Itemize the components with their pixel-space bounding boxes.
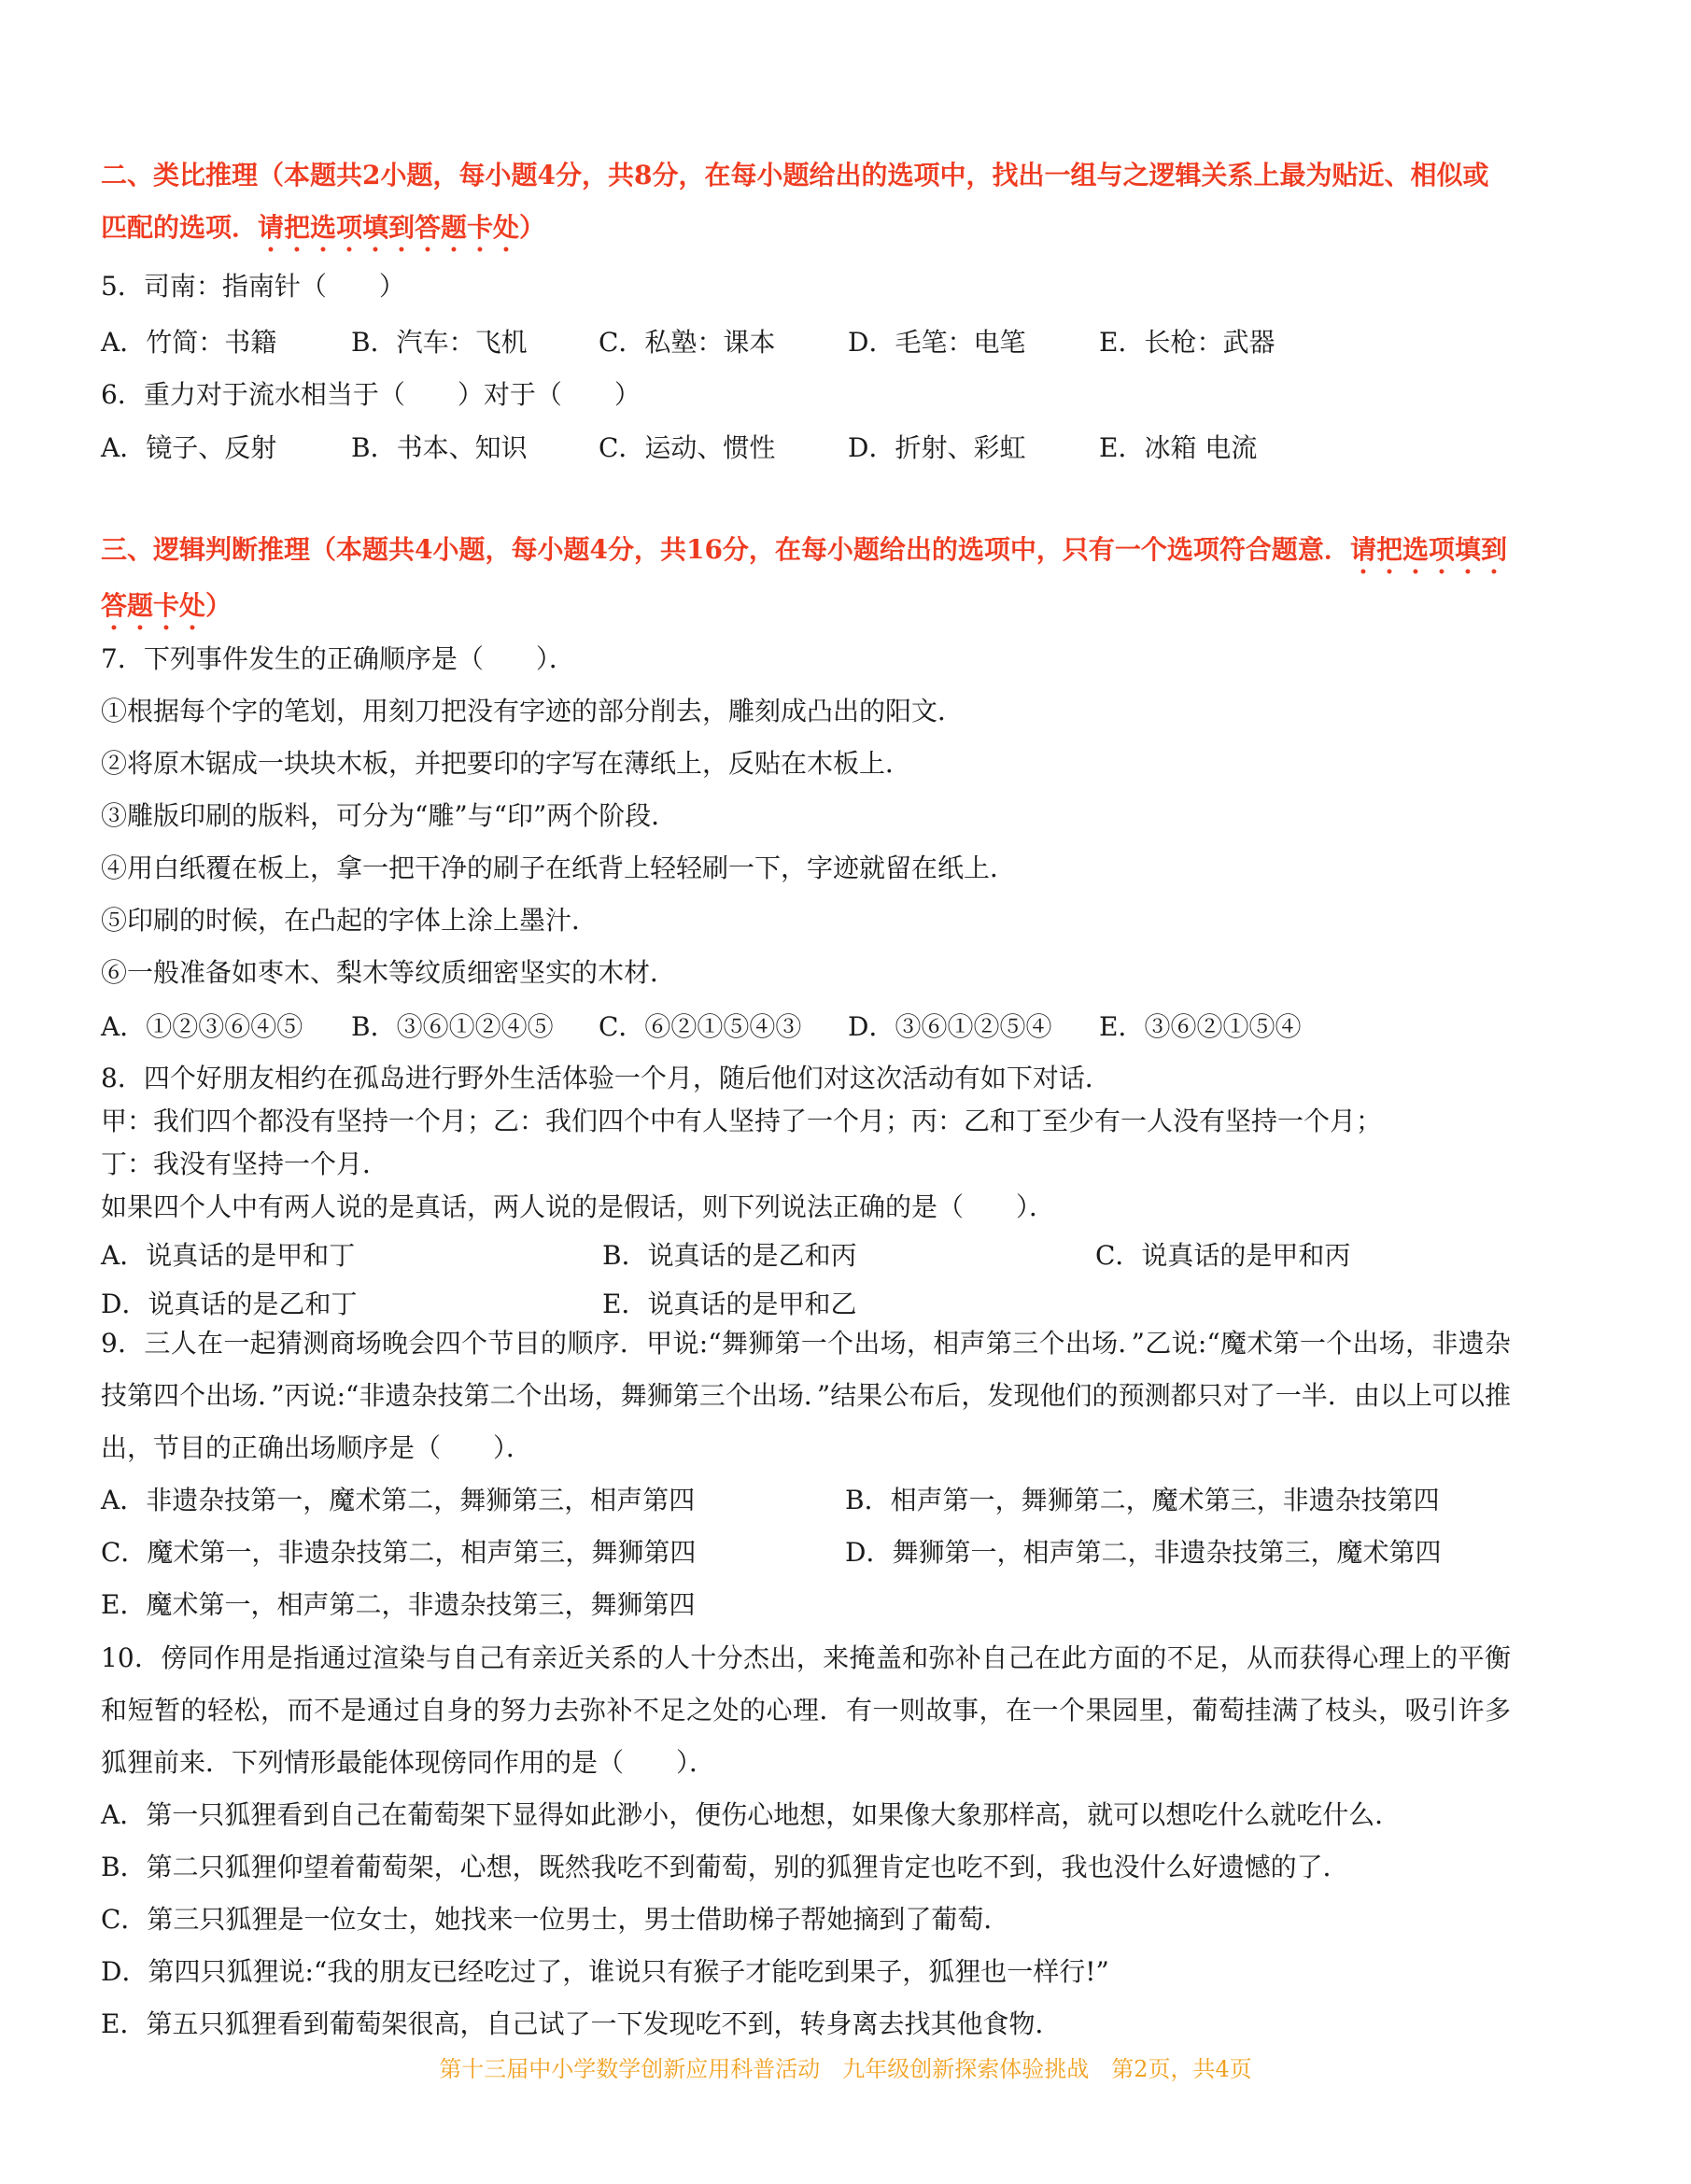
q7-item-2: ②将原木锯成一块块木板，并把要印的字写在薄纸上，反贴在木板上． xyxy=(101,748,912,779)
q10-option-e: E．第五只狐狸看到葡萄架很高，自己试了一下发现吃不到，转身离去找其他食物． xyxy=(101,2008,1062,2039)
q7-option-b: B．③⑥①②④⑤ xyxy=(351,1011,554,1042)
q8-question: 如果四个人中有两人说的是真话，两人说的是假话，则下列说法正确的是（ ）． xyxy=(101,1191,1056,1222)
q7-option-e: E．③⑥②①⑤④ xyxy=(1099,1011,1302,1042)
q7-item-1: ①根据每个字的笔划，用刻刀把没有字迹的部分削去，雕刻成凸出的阳文． xyxy=(101,696,965,726)
q8-dialog-1: 甲：我们四个都没有坚持一个月；乙：我们四个中有人坚持了一个月；丙：乙和丁至少有一人没有坚持一个月； xyxy=(101,1106,1383,1136)
q8-dialog-2: 丁：我没有坚持一个月． xyxy=(101,1148,389,1179)
q7-item-5: ⑤印刷的时候，在凸起的字体上涂上墨汁． xyxy=(101,905,599,936)
q10-option-b: B．第二只狐狸仰望着葡萄架，心想，既然我吃不到葡萄，别的狐狸肯定也吃不到，我也没什么好遗憾的了． xyxy=(101,1852,1349,1882)
page-footer: 第十三届中小学数学创新应用科普活动 九年级创新探索体验挑战 第2页，共4页 xyxy=(439,2056,1252,2082)
q10-option-c: C．第三只狐狸是一位女士，她找来一位男士，男士借助梯子帮她摘到了葡萄． xyxy=(101,1904,1010,1935)
q8-option-d: D．说真话的是乙和丁 xyxy=(101,1289,358,1319)
q7-item-4: ④用白纸覆在板上，拿一把干净的刷子在纸背上轻轻刷一下，字迹就留在纸上． xyxy=(101,852,1017,883)
section-2-header-close: ） xyxy=(519,212,546,243)
q5-option-a: A．竹简：书籍 xyxy=(101,327,277,358)
q9-option-d: D．舞狮第一，相声第二，非遗杂技第三，魔术第四 xyxy=(845,1537,1442,1568)
q5-option-c: C．私塾：课本 xyxy=(599,327,776,358)
q7-stem: 7．下列事件发生的正确顺序是（ ）． xyxy=(101,643,575,674)
q9-stem: 9．三人在一起猜测商场晚会四个节目的顺序．甲说:“舞狮第一个出场，相声第三个出场．”乙说:“魔术第一个出场，非遗杂技第四个出场．”丙说:“非遗杂技第二个出场，舞狮第三个出场．”结果公布后，发现他们的预测都只对了一半．由以上可以推出，节目的正确出场顺序是（ ）． xyxy=(101,1328,1511,1463)
q9-option-e: E．魔术第一，相声第二，非遗杂技第三，舞狮第四 xyxy=(101,1589,696,1620)
q6-option-b: B．书本、知识 xyxy=(351,432,528,463)
q5-option-e: E．长枪：武器 xyxy=(1099,327,1275,358)
q7-item-3: ③雕版印刷的版料，可分为“雕”与“印”两个阶段． xyxy=(101,800,678,831)
q9-option-b: B．相声第一，舞狮第二，魔术第三，非遗杂技第四 xyxy=(845,1485,1440,1515)
q10-option-d: D．第四只狐狸说:“我的朋友已经吃过了，谁说只有猴子才能吃到果子，狐狸也一样行!” xyxy=(101,1956,1109,1987)
section-2-header-main: 二、类比推理（本题共2小题，每小题4分，共8分，在每小题给出的选项中，找出一组与之逻辑关系上最为贴近、相似或匹配的选项． xyxy=(101,160,1489,243)
section-3-header xyxy=(101,524,1511,636)
section-3-header-emphasis: 请把选项填到答题卡处 xyxy=(101,534,1507,621)
q5-option-b: B．汽车：飞机 xyxy=(351,327,528,358)
section-3-header-main: 三、逻辑判断推理（本题共4小题，每小题4分，共16分，在每小题给出的选项中，只有一个选项符合题意． xyxy=(101,534,1350,565)
q10-stem: 10．傍同作用是指通过渲染与自己有亲近关系的人十分杰出，来掩盖和弥补自己在此方面的不足，从而获得心理上的平衡和短暂的轻松，而不是通过自身的努力去弥补不足之处的心理．有一则故事，在一个果园里，葡萄挂满了枝头，吸引许多狐狸前来．下列情形最能体现傍同作用的是（ ）． xyxy=(101,1642,1511,1778)
q8-option-e: E．说真话的是甲和乙 xyxy=(602,1289,857,1319)
q8-option-a: A．说真话的是甲和丁 xyxy=(101,1240,356,1271)
section-2-header-emphasis: 请把选项填到答题卡处 xyxy=(258,212,520,243)
q6-option-c: C．运动、惯性 xyxy=(599,432,776,463)
section-2-header xyxy=(101,149,1511,258)
q10-option-a: A．第一只狐狸看到自己在葡萄架下显得如此渺小，便伤心地想，如果像大象那样高，就可以想吃什么就吃什么． xyxy=(101,1799,1402,1830)
q8-stem: 8．四个好朋友相约在孤岛进行野外生活体验一个月，随后他们对这次活动有如下对话． xyxy=(101,1063,1111,1093)
q9-option-c: C．魔术第一，非遗杂技第二，相声第三，舞狮第四 xyxy=(101,1537,697,1568)
q6-option-d: D．折射、彩虹 xyxy=(848,432,1026,463)
q8-option-c: C．说真话的是甲和丙 xyxy=(1095,1240,1351,1271)
section-3-header-close: ） xyxy=(205,590,233,621)
q8-option-b: B．说真话的是乙和丙 xyxy=(602,1240,857,1271)
q7-option-d: D．③⑥①②⑤④ xyxy=(848,1011,1052,1042)
q9-option-a: A．非遗杂技第一，魔术第二，舞狮第三，相声第四 xyxy=(101,1485,696,1515)
q7-option-a: A．①②③⑥④⑤ xyxy=(101,1011,303,1042)
q5-option-d: D．毛笔：电笔 xyxy=(848,327,1026,358)
q7-item-6: ⑥一般准备如枣木、梨木等纹质细密坚实的木材． xyxy=(101,957,677,988)
q5-stem: 5．司南：指南针（ ） xyxy=(101,271,405,302)
q6-option-e: E．冰箱 电流 xyxy=(1099,432,1258,463)
q6-option-a: A．镜子、反射 xyxy=(101,432,277,463)
q6-stem: 6．重力对于流水相当于（ ）对于（ ） xyxy=(101,379,641,410)
q7-option-c: C．⑥②①⑤④③ xyxy=(599,1011,802,1042)
